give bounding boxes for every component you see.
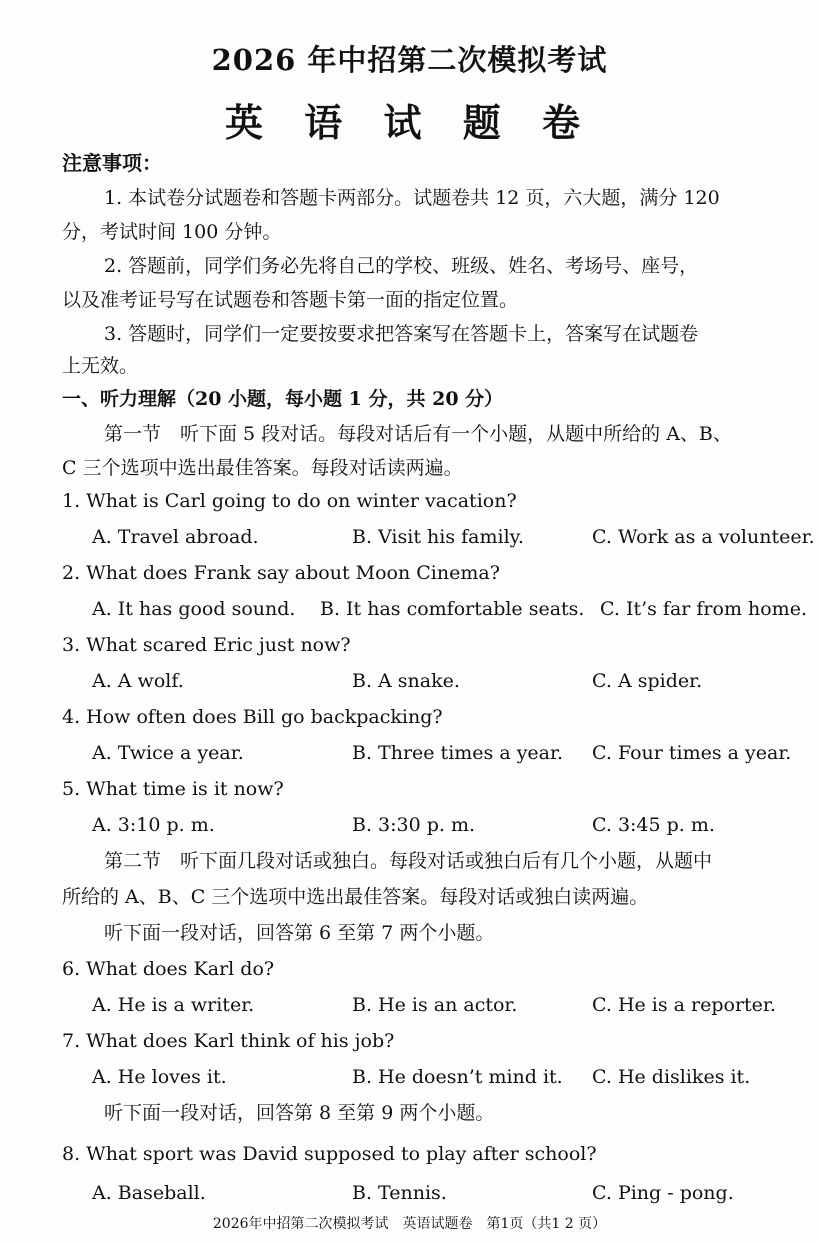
- option-c: C. He is a reporter.: [592, 994, 776, 1016]
- question-3: 3. What scared Eric just now?: [62, 634, 351, 656]
- option-b: B. It has comfortable seats.: [320, 598, 585, 620]
- question-4: 4. How often does Bill go backpacking?: [62, 706, 443, 728]
- option-c: C. A spider.: [592, 670, 703, 692]
- option-a: A. A wolf.: [92, 670, 184, 692]
- option-c: C. 3:45 p. m.: [592, 814, 715, 836]
- notice-line: 3. 答题时，同学们一定要按要求把答案写在答题卡上，答案写在试题卷: [104, 323, 699, 345]
- notice-line: 1. 本试卷分试题卷和答题卡两部分。试题卷共 12 页，六大题，满分 120: [104, 187, 720, 209]
- option-a: A. Baseball.: [92, 1182, 206, 1204]
- option-c: C. Four times a year.: [592, 742, 792, 764]
- option-b: B. Three times a year.: [352, 742, 564, 764]
- group-instruction: 听下面一段对话，回答第 6 至第 7 两个小题。: [104, 922, 495, 944]
- page-footer: 2026年中招第二次模拟考试 英语试题卷 第1页（共1 2 页）: [212, 1216, 607, 1232]
- notice-line: 以及准考证号写在试题卷和答题卡第一面的指定位置。: [62, 289, 519, 311]
- option-c: C. He dislikes it.: [592, 1066, 751, 1088]
- option-a: A. Travel abroad.: [92, 526, 259, 548]
- notice-line: 2. 答题前，同学们务必先将自己的学校、班级、姓名、考场号、座号，: [104, 255, 699, 277]
- question-6: 6. What does Karl do?: [62, 958, 275, 980]
- part1-instruction: C 三个选项中选出最佳答案。每段对话读两遍。: [62, 457, 463, 479]
- option-a: A. 3:10 p. m.: [92, 814, 215, 836]
- option-c: C. Work as a volunteer.: [592, 526, 815, 548]
- question-5: 5. What time is it now?: [62, 778, 284, 800]
- part1-instruction: 第一节 听下面 5 段对话。每段对话后有一个小题，从题中所给的 A、B、: [104, 423, 732, 445]
- question-7: 7. What does Karl think of his job?: [62, 1030, 395, 1052]
- option-b: B. A snake.: [352, 670, 460, 692]
- question-1: 1. What is Carl going to do on winter vacation?: [62, 490, 517, 512]
- option-a: A. He is a writer.: [92, 994, 255, 1016]
- option-c: C. It’s far from home.: [600, 598, 807, 620]
- group-instruction: 听下面一段对话，回答第 8 至第 9 两个小题。: [104, 1102, 495, 1124]
- option-b: B. He is an actor.: [352, 994, 518, 1016]
- option-a: A. It has good sound.: [92, 598, 296, 620]
- option-b: B. He doesn’t mind it.: [352, 1066, 563, 1088]
- option-a: A. He loves it.: [92, 1066, 227, 1088]
- notice-line: 上无效。: [62, 355, 139, 377]
- exam-title: 2026 年中招第二次模拟考试: [211, 43, 608, 77]
- option-b: B. Visit his family.: [352, 526, 524, 548]
- option-b: B. Tennis.: [352, 1182, 447, 1204]
- part2-instruction: 第二节 听下面几段对话或独白。每段对话或独白后有几个小题，从题中: [104, 850, 713, 872]
- section-heading: 一、听力理解（20 小题，每小题 1 分，共 20 分）: [62, 388, 504, 410]
- notice-line: 分，考试时间 100 分钟。: [62, 221, 282, 243]
- question-2: 2. What does Frank say about Moon Cinema?: [62, 562, 500, 584]
- option-a: A. Twice a year.: [92, 742, 244, 764]
- paper-subtitle: 英 语 试 题 卷: [225, 100, 594, 145]
- option-b: B. 3:30 p. m.: [352, 814, 476, 836]
- notice-heading: 注意事项：: [62, 151, 162, 175]
- part2-instruction: 所给的 A、B、C 三个选项中选出最佳答案。每段对话或独白读两遍。: [62, 886, 649, 908]
- question-8: 8. What sport was David supposed to play after school?: [62, 1143, 597, 1165]
- option-c: C. Ping - pong.: [592, 1182, 734, 1204]
